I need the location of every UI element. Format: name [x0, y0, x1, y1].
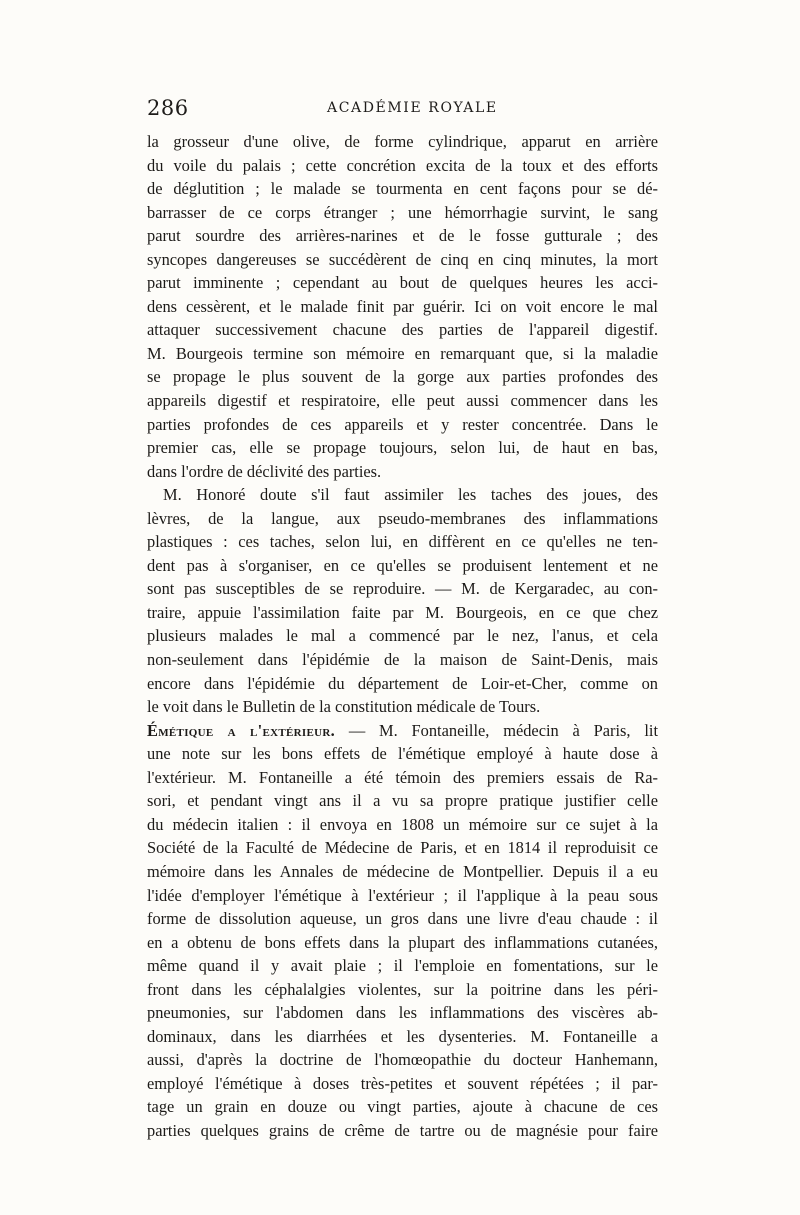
text-line: en a obtenu de bons effets dans la plupart des inflammations cutanées,: [147, 932, 658, 952]
paragraph-end-line: le voit dans le Bulletin de la constitution médicale de Tours.: [147, 697, 541, 717]
text-line: parut imminente ; cependant au bout de quelques heures les acci-: [147, 273, 658, 293]
text-line: parties profondes de ces appareils et y rester concentrée. Dans le: [147, 414, 658, 434]
text-line: M. Bourgeois termine son mémoire en remarquant que, si la maladie: [147, 343, 658, 363]
text-line: traire, appuie l'assimilation faite par M. Bourgeois, en ce que chez: [147, 602, 658, 622]
text-line: barrasser de ce corps étranger ; une hémorrhagie survint, le sang: [147, 202, 658, 222]
text-line: de déglutition ; le malade se tourmenta en cent façons pour se dé-: [147, 179, 658, 199]
text-line: aussi, d'après la doctrine de l'homœopathie du docteur Hanhemann,: [147, 1050, 658, 1070]
running-head: [147, 96, 658, 126]
page-number: 286: [147, 96, 189, 120]
text-line: se propage le plus souvent de la gorge aux parties profondes des: [147, 367, 658, 387]
text-line: du médecin italien : il envoya en 1808 un mémoire sur ce sujet à la: [147, 814, 658, 834]
text-line: premier cas, elle se propage toujours, selon lui, de haut en bas,: [147, 438, 658, 458]
text-line: forme de dissolution aqueuse, un gros dans une livre d'eau chaude : il: [147, 909, 658, 929]
text-line: l'idée d'employer l'émétique à l'extérieur ; il l'applique à la peau sous: [147, 885, 658, 905]
text-line: appareils digestif et respiratoire, elle peut aussi commencer dans les: [147, 391, 658, 411]
paragraph-start-line: M. Honoré doute s'il faut assimiler les taches des joues, des: [163, 485, 658, 505]
text-line: lèvres, de la langue, aux pseudo-membranes des inflammations: [147, 508, 658, 528]
text-line: attaquer successivement chacune des parties de l'appareil digestif.: [147, 320, 658, 340]
text-line: pneumonies, sur l'abdomen dans les inflammations des viscères ab-: [147, 1003, 658, 1023]
text-line: sont pas susceptibles de se reproduire. — M. de Kergaradec, au con-: [147, 579, 658, 599]
text-line: une note sur les bons effets de l'émétique employé à haute dose à: [147, 744, 658, 764]
paragraph-end-line: dans l'ordre de déclivité des parties.: [147, 461, 382, 481]
text-line: non-seulement dans l'épidémie de la maison de Saint-Denis, mais: [147, 650, 658, 670]
text-line: mémoire dans les Annales de médecine de Montpellier. Depuis il a eu: [147, 861, 658, 881]
text-line: la grosseur d'une olive, de forme cylindrique, apparut en arrière: [147, 132, 658, 151]
text-line: même quand il y avait plaie ; il l'emploie en fomentations, sur le: [147, 956, 658, 976]
text-line: encore dans l'épidémie du département de Loir-et-Cher, comme on: [147, 673, 658, 693]
text-line: plusieurs malades le mal a commencé par le nez, l'anus, et cela: [147, 626, 658, 646]
text-line: employé l'émétique à doses très-petites et souvent répétées ; il par-: [147, 1073, 658, 1093]
text-line: Société de la Faculté de Médecine de Paris, et en 1814 il reproduisit ce: [147, 838, 658, 858]
text-line: tage un grain en douze ou vingt parties, ajoute à chacune de ces: [147, 1097, 658, 1117]
text-line: parut sourdre des arrières-narines et de le fosse gutturale ; des: [147, 226, 658, 246]
running-title: ACADÉMIE ROYALE: [327, 100, 498, 116]
text-line: front dans les céphalalgies violentes, sur la poitrine dans les péri-: [147, 979, 658, 999]
text-line: dominaux, dans les diarrhées et les dysenteries. M. Fontaneille a: [147, 1026, 658, 1046]
text-line: plastiques : ces taches, selon lui, en diffèrent en ce qu'elles ne ten-: [147, 532, 658, 552]
section-lead-text: — M. Fontaneille, médecin à Paris, lit: [348, 720, 658, 740]
section-heading-line: [147, 719, 658, 743]
text-line: l'extérieur. M. Fontaneille a été témoin des premiers essais de Ra-: [147, 767, 658, 787]
text-line: sori, et pendant vingt ans il a vu sa propre pratique justifier celle: [147, 791, 658, 811]
text-line: dent pas à s'organiser, en ce qu'elles se produisent lentement et ne: [147, 555, 658, 575]
section-heading: Émétique a l'extérieur.: [147, 720, 335, 740]
text-line: dens cessèrent, et le malade finit par guérir. Ici on voit encore le mal: [147, 296, 658, 316]
text-line: syncopes dangereuses se succédèrent de cinq en cinq minutes, la mort: [147, 249, 658, 269]
text-line: parties quelques grains de crême de tartre ou de magnésie pour faire: [147, 1120, 658, 1140]
body-text: [147, 130, 658, 1143]
text-line: du voile du palais ; cette concrétion excita de la toux et des efforts: [147, 155, 658, 175]
